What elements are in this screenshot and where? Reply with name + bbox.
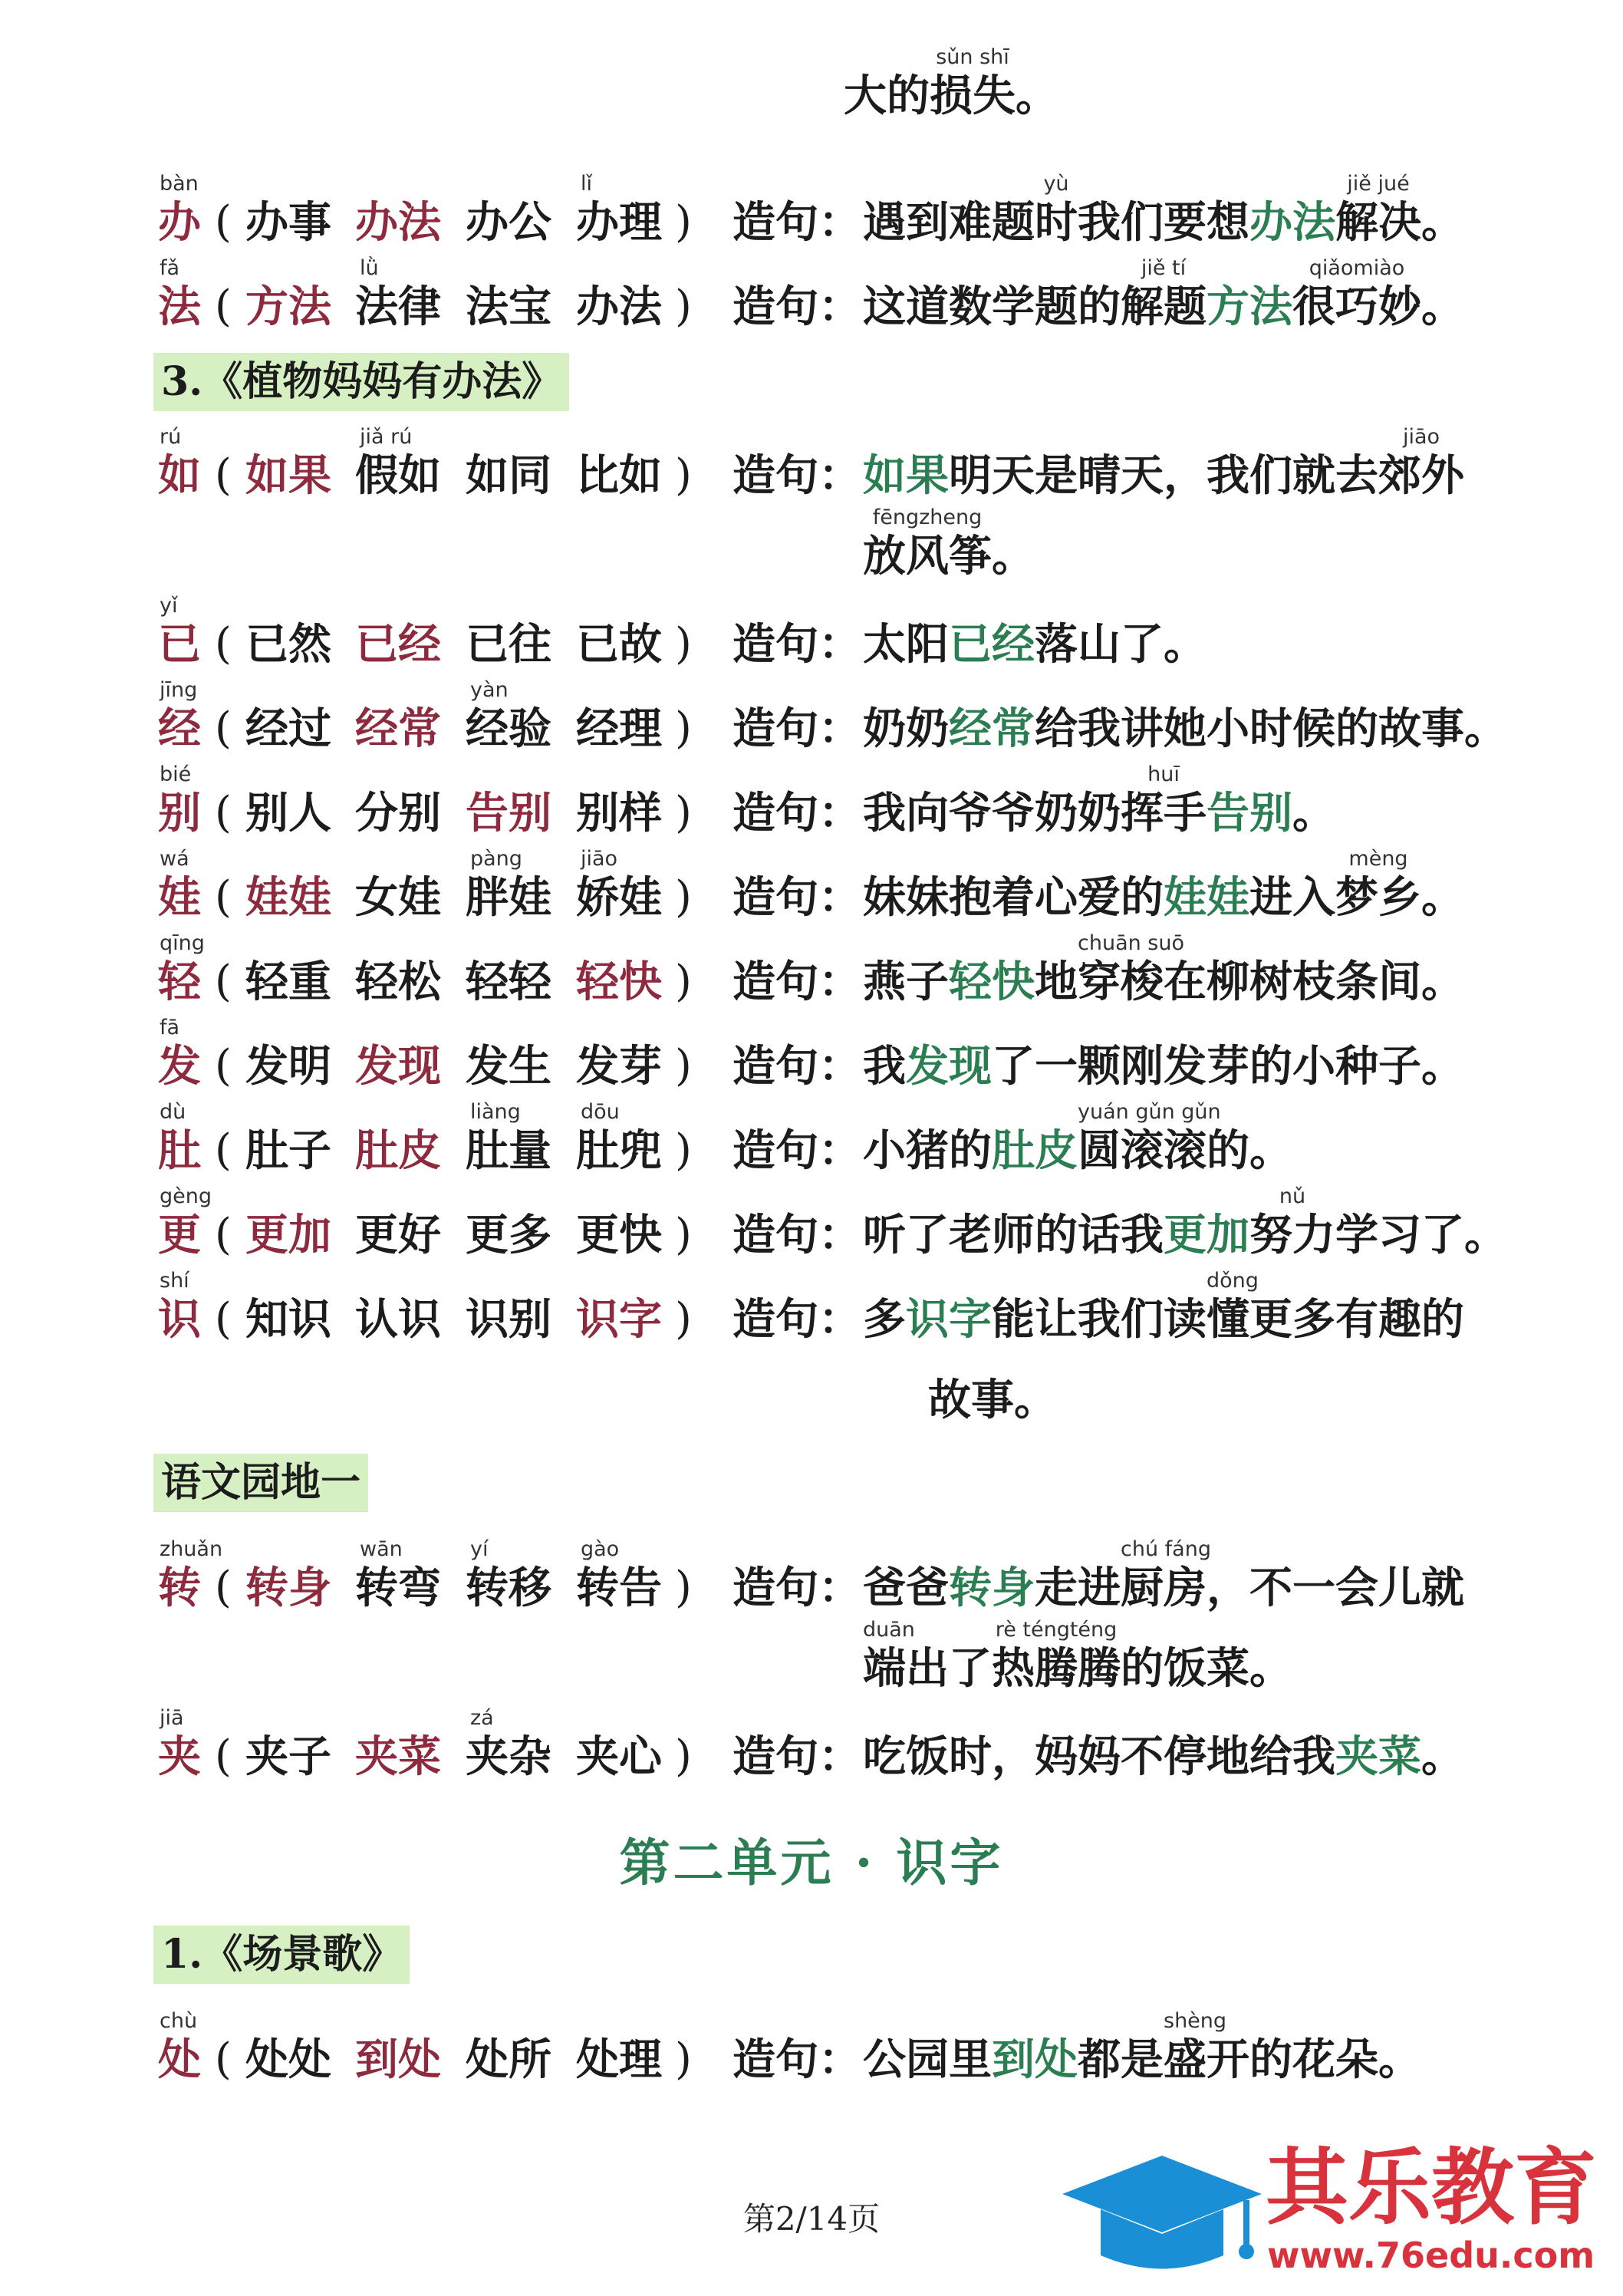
- example-sentence-line2: [928, 1350, 1057, 1439]
- word: 已故: [576, 619, 662, 670]
- sentence-label: 造句：: [732, 957, 861, 1007]
- close-paren: ): [675, 2034, 692, 2084]
- sentence-segment: 我向爷爷奶奶: [863, 788, 1121, 838]
- word: 轻快: [576, 957, 662, 1007]
- sentence-segment: 故事。: [928, 1375, 1057, 1425]
- head-character: 别: [158, 788, 201, 838]
- close-paren: ): [675, 788, 692, 838]
- sentence-segment: 落山了。: [1035, 619, 1207, 670]
- pinyin: jiě jué: [1347, 172, 1410, 196]
- lesson-title: 3.《植物妈妈有办法》: [153, 353, 569, 411]
- word: 轻重: [245, 957, 331, 1007]
- sentence-segment: 已经: [949, 619, 1035, 670]
- sentence-segment: huī 挥手: [1121, 763, 1207, 838]
- example-sentence-line2: [863, 1619, 1292, 1708]
- word: 更好: [355, 1210, 441, 1260]
- char-pinyin: jīng: [160, 678, 198, 702]
- sentence-segment: 听了老师的话我: [863, 1210, 1164, 1260]
- sentence-segment: 燕子: [863, 957, 949, 1007]
- sentence-segment: 给我讲她小时候的故事。: [1035, 703, 1507, 754]
- open-paren: (: [215, 957, 232, 1006]
- close-paren: ): [675, 957, 692, 1006]
- pinyin: qiǎomiào: [1309, 256, 1405, 280]
- word: 经常: [355, 703, 441, 754]
- sentence-segment: 能让我们读: [992, 1294, 1207, 1345]
- sentence-segment: 吃饭时，妈妈不停地给我: [863, 1731, 1335, 1782]
- sentence-segment: 更多有趣的: [1249, 1294, 1464, 1345]
- close-paren: ): [675, 1294, 692, 1344]
- pinyin: duān: [863, 1618, 915, 1642]
- close-paren: ): [675, 1041, 692, 1091]
- sentence-segment: 经常: [949, 703, 1035, 754]
- continuation-text: 大的 sǔn shī 损失。: [844, 45, 1058, 121]
- word: 夹菜: [355, 1731, 441, 1782]
- word: 识字: [576, 1294, 662, 1345]
- head-character: 转: [158, 1563, 201, 1613]
- unit-title: 第二单元 · 识字: [619, 1833, 1004, 1892]
- word: 发现: [355, 1041, 441, 1092]
- sentence-segment: 爸爸: [863, 1563, 949, 1613]
- char-pinyin: shí: [160, 1269, 189, 1293]
- sentence-label: 造句：: [732, 1563, 861, 1613]
- open-paren: (: [215, 1731, 232, 1781]
- word: 夹心: [576, 1731, 662, 1782]
- word: 转弯: [355, 1563, 441, 1613]
- word: 已然: [245, 619, 331, 670]
- char-pinyin: bàn: [160, 172, 199, 196]
- graduation-cap-icon: [1058, 2148, 1266, 2278]
- sentence-label: 造句：: [732, 619, 861, 670]
- sentence-segment: 出了: [906, 1643, 992, 1694]
- close-paren: ): [675, 1731, 692, 1781]
- word: 轻松: [355, 957, 441, 1007]
- example-sentence: [863, 679, 1507, 768]
- word: 告别: [466, 788, 551, 838]
- sentence-segment: jiě tí 解题: [1121, 256, 1207, 332]
- word: 认识: [355, 1294, 441, 1345]
- word: 办法: [355, 197, 441, 248]
- close-paren: ): [675, 282, 692, 331]
- sentence-segment: 轻快: [949, 957, 1035, 1007]
- char-pinyin: gèng: [160, 1184, 212, 1208]
- head-character: 经: [158, 703, 201, 754]
- close-paren: ): [675, 450, 692, 500]
- word: 经理: [576, 703, 662, 754]
- word-pinyin: zá: [470, 1706, 494, 1730]
- head-character: 法: [158, 282, 201, 332]
- word: 胖娃: [466, 872, 551, 923]
- head-character: 处: [158, 2034, 201, 2085]
- sentence-segment: 开的花朵。: [1207, 2034, 1421, 2085]
- open-paren: (: [215, 1041, 232, 1091]
- sentence-segment: 娃娃: [1164, 872, 1249, 923]
- sentence-segment: ，不一会儿就: [1207, 1563, 1464, 1613]
- sentence-segment: 的。: [1207, 1125, 1292, 1176]
- word-pinyin: lǐ: [581, 172, 593, 196]
- char-pinyin: zhuǎn: [160, 1537, 223, 1561]
- word-entry: [0, 1101, 1623, 1190]
- open-paren: (: [215, 788, 232, 838]
- head-character: 如: [158, 450, 201, 501]
- sentence-segment: 太阳: [863, 619, 949, 670]
- word-entry: [0, 1185, 1623, 1274]
- head-character: 肚: [158, 1125, 201, 1176]
- char-pinyin: chù: [160, 2009, 198, 2033]
- page-number: 第2/14页: [742, 2200, 881, 2238]
- head-character: 识: [158, 1294, 201, 1345]
- sentence-segment: 发现: [906, 1041, 992, 1092]
- word-pinyin: gào: [581, 1537, 620, 1561]
- sentence-segment: 小猪的: [863, 1125, 992, 1176]
- open-paren: (: [215, 619, 232, 669]
- sentence-segment: 学习了。: [1335, 1210, 1507, 1260]
- sentence-segment: yù 遇到难题时我们要想: [863, 172, 1249, 248]
- head-character: 夹: [158, 1731, 201, 1782]
- char-pinyin: qīng: [160, 931, 205, 955]
- word-pinyin: lǜ: [360, 256, 379, 280]
- word: 比如: [576, 450, 662, 501]
- word: 转移: [466, 1563, 551, 1613]
- example-sentence: [863, 932, 1464, 1021]
- example-sentence: [863, 763, 1335, 852]
- sentence-segment: 走进: [1035, 1563, 1121, 1613]
- word: 娃娃: [245, 872, 331, 923]
- sentence-label: 造句：: [732, 1294, 861, 1345]
- open-paren: (: [215, 450, 232, 500]
- logo-url: www.76edu.com: [1267, 2235, 1595, 2276]
- sentence-segment: shèng 盛: [1164, 2009, 1227, 2085]
- example-sentence: [863, 2010, 1421, 2099]
- word: 假如: [355, 450, 441, 501]
- word: 如果: [245, 450, 331, 501]
- word-entry: [0, 848, 1623, 937]
- open-paren: (: [215, 1563, 232, 1612]
- word-entry: [0, 595, 1623, 684]
- word-entry: [0, 1269, 1623, 1425]
- sentence-segment: 了一颗刚发芽的小种子。: [992, 1041, 1464, 1092]
- sentence-segment: 我: [863, 1041, 906, 1092]
- word: 到处: [355, 2034, 441, 2085]
- sentence-segment: 告别: [1207, 788, 1292, 838]
- sentence-segment: 。: [1421, 197, 1464, 248]
- sentence-label: 造句：: [732, 2034, 861, 2085]
- word-entry: [0, 679, 1623, 768]
- word-entry: [0, 1537, 1623, 1694]
- word: 方法: [245, 282, 331, 332]
- sentence-label: 造句：: [732, 703, 861, 754]
- sentence-continuation: [0, 46, 1623, 135]
- word: 转告: [576, 1563, 662, 1613]
- sentence-segment: jiāo 郊外: [1378, 425, 1464, 501]
- sentence-segment: fēngzheng 放风筝: [863, 506, 992, 581]
- word-entry: [0, 763, 1623, 852]
- sentence-segment: 进入: [1249, 872, 1335, 923]
- word-pinyin: wān: [360, 1537, 403, 1561]
- open-paren: (: [215, 703, 232, 753]
- pinyin: yuán gǔn gǔn: [1078, 1100, 1221, 1124]
- pinyin: mèng: [1348, 847, 1408, 871]
- word: 肚子: [245, 1125, 331, 1176]
- sentence-segment: 的饭菜。: [1121, 1643, 1292, 1694]
- word: 办法: [576, 282, 662, 332]
- example-sentence: [863, 1185, 1507, 1274]
- sentence-segment: 。: [992, 531, 1035, 581]
- word: 办事: [245, 197, 331, 248]
- example-sentence-line2: [863, 506, 1035, 595]
- open-paren: (: [215, 1294, 232, 1344]
- sentence-segment: 如果: [863, 450, 949, 501]
- word: 经验: [466, 703, 551, 754]
- sentence-segment: 更加: [1164, 1210, 1249, 1260]
- sentence-label: 造句：: [732, 872, 861, 923]
- word: 法律: [355, 282, 441, 332]
- sentence-segment: 地: [1035, 957, 1078, 1007]
- section-title: 语文园地一: [153, 1454, 368, 1512]
- sentence-segment: duān 端: [863, 1618, 915, 1694]
- word: 更快: [576, 1210, 662, 1260]
- head-character: 办: [158, 197, 201, 248]
- sentence-segment: 妹妹抱着心爱的: [863, 872, 1164, 923]
- word-pinyin: yí: [470, 1537, 489, 1561]
- sentence-segment: nǔ 努力: [1249, 1184, 1335, 1260]
- word: 更加: [245, 1210, 331, 1260]
- word: 经过: [245, 703, 331, 754]
- word: 肚量: [466, 1125, 551, 1176]
- sentence-label: 造句：: [732, 450, 861, 501]
- word: 转身: [245, 1563, 331, 1613]
- sentence-segment: rè téngténg 热腾腾: [992, 1618, 1121, 1694]
- sentence-segment: 方法: [1207, 282, 1292, 332]
- open-paren: (: [215, 872, 232, 922]
- head-character: 娃: [158, 872, 201, 923]
- sentence-segment: 奶奶: [863, 703, 949, 754]
- sentence-segment: qiǎomiào 很巧妙: [1292, 256, 1421, 332]
- sentence-segment: yuán gǔn gǔn 圆滚滚: [1078, 1100, 1221, 1176]
- word: 肚兜: [576, 1125, 662, 1176]
- example-sentence: [863, 848, 1464, 937]
- sentence-segment: 这道数学题的: [863, 282, 1121, 332]
- sentence-label: 造句：: [732, 788, 861, 838]
- word: 处理: [576, 2034, 662, 2085]
- word-entry: [0, 1707, 1623, 1796]
- word: 识别: [466, 1294, 551, 1345]
- word: 已往: [466, 619, 551, 670]
- sentence-segment: 都是: [1078, 2034, 1164, 2085]
- close-paren: ): [675, 619, 692, 669]
- lesson-title: 1.《场景歌》: [153, 1925, 410, 1984]
- sentence-label: 造句：: [732, 1125, 861, 1176]
- sentence-segment: 。: [1421, 282, 1464, 332]
- word-entry: [0, 173, 1623, 262]
- close-paren: ): [675, 197, 692, 247]
- head-character: 发: [158, 1041, 201, 1092]
- word: 处所: [466, 2034, 551, 2085]
- close-paren: ): [675, 1125, 692, 1175]
- head-character: 更: [158, 1210, 201, 1260]
- logo: [1058, 2140, 1611, 2286]
- char-pinyin: rú: [160, 425, 182, 449]
- example-sentence: [863, 1016, 1464, 1105]
- sentence-segment: 转身: [949, 1563, 1035, 1613]
- sentence-segment: 办法: [1249, 197, 1335, 248]
- sentence-label: 造句：: [732, 1041, 861, 1092]
- word-pinyin: yàn: [470, 678, 509, 702]
- pinyin: huī: [1147, 763, 1180, 786]
- pinyin: fēngzheng: [872, 506, 983, 529]
- word: 更多: [466, 1210, 551, 1260]
- sentence-segment: 夹菜: [1335, 1731, 1421, 1782]
- word-pinyin: jiāo: [581, 847, 618, 871]
- sentence-segment: mèng 梦乡: [1335, 847, 1421, 923]
- sentence-segment: jiě jué 解决: [1335, 172, 1421, 248]
- char-pinyin: fā: [160, 1016, 180, 1039]
- example-sentence: [863, 257, 1464, 346]
- word: 夹杂: [466, 1731, 551, 1782]
- pinyin: yù: [1043, 172, 1069, 196]
- word-entry: [0, 932, 1623, 1021]
- word: 肚皮: [355, 1125, 441, 1176]
- head-character: 轻: [158, 957, 201, 1007]
- sentence-label: 造句：: [732, 1731, 861, 1782]
- sentence-label: 造句：: [732, 1210, 861, 1260]
- head-character: 已: [158, 619, 201, 670]
- word: 已经: [355, 619, 441, 670]
- sentence-segment: 识字: [906, 1294, 992, 1345]
- word-entry: [0, 2010, 1623, 2099]
- word-pinyin: pàng: [470, 847, 522, 871]
- example-sentence: [863, 1707, 1464, 1796]
- pinyin: dǒng: [1207, 1269, 1259, 1293]
- close-paren: ): [675, 1563, 692, 1612]
- word-entry: [0, 425, 1623, 581]
- close-paren: ): [675, 872, 692, 922]
- word: 别样: [576, 788, 662, 838]
- word: 发明: [245, 1041, 331, 1092]
- word: 处处: [245, 2034, 331, 2085]
- pinyin: jiě tí: [1141, 256, 1187, 280]
- example-sentence: [863, 1270, 1464, 1359]
- pinyin: chuān suō: [1078, 931, 1185, 955]
- word: 轻轻: [466, 957, 551, 1007]
- word-entry: [0, 1016, 1623, 1105]
- sentence-segment: 到处: [992, 2034, 1078, 2085]
- word: 办公: [466, 197, 551, 248]
- char-pinyin: wá: [160, 847, 189, 871]
- sentence-segment: 。: [1421, 872, 1464, 923]
- sentence-segment: 公园里: [863, 2034, 992, 2085]
- word: 发生: [466, 1041, 551, 1092]
- word: 别人: [245, 788, 331, 838]
- close-paren: ): [675, 703, 692, 753]
- open-paren: (: [215, 197, 232, 247]
- word-pinyin: dōu: [581, 1100, 620, 1124]
- sentence-segment: 多: [863, 1294, 906, 1345]
- sentence-segment: 。: [1421, 1731, 1464, 1782]
- open-paren: (: [215, 1210, 232, 1260]
- word: 女娃: [355, 872, 441, 923]
- sentence-segment: 肚皮: [992, 1125, 1078, 1176]
- sentence-label: 造句：: [732, 282, 861, 332]
- word: 如同: [466, 450, 551, 501]
- char-pinyin: fǎ: [160, 256, 180, 280]
- sentence-segment: 明天是晴天，我们就去: [949, 450, 1378, 501]
- sentence-segment: 。: [1292, 788, 1335, 838]
- word: 娇娃: [576, 872, 662, 923]
- word: 发芽: [576, 1041, 662, 1092]
- word: 办理: [576, 197, 662, 248]
- word: 知识: [245, 1294, 331, 1345]
- open-paren: (: [215, 2034, 232, 2084]
- pinyin: nǔ: [1279, 1184, 1306, 1208]
- sentence-segment: 在柳树枝条间。: [1164, 957, 1464, 1007]
- char-pinyin: dù: [160, 1100, 186, 1124]
- example-sentence: [863, 595, 1207, 684]
- example-sentence: [863, 1538, 1464, 1627]
- char-pinyin: bié: [160, 763, 192, 786]
- word: 夹子: [245, 1731, 331, 1782]
- example-sentence: [863, 1101, 1292, 1190]
- word-entry: [0, 257, 1623, 346]
- open-paren: (: [215, 282, 232, 331]
- pinyin: rè téngténg: [995, 1618, 1118, 1642]
- pinyin: jiāo: [1402, 425, 1440, 449]
- word: 法宝: [466, 282, 551, 332]
- word: 分别: [355, 788, 441, 838]
- pinyin: shèng: [1164, 2009, 1227, 2033]
- example-sentence: [863, 173, 1464, 262]
- sentence-segment: chú fáng 厨房: [1121, 1537, 1211, 1613]
- open-paren: (: [215, 1125, 232, 1175]
- close-paren: ): [675, 1210, 692, 1260]
- char-pinyin: yǐ: [160, 594, 178, 618]
- example-sentence: [863, 426, 1464, 515]
- pinyin: chú fáng: [1121, 1537, 1211, 1561]
- sentence-segment: dǒng 懂: [1207, 1269, 1259, 1345]
- char-pinyin: jiā: [160, 1706, 184, 1730]
- logo-name: 其乐教育: [1266, 2140, 1598, 2236]
- sentence-label: 造句：: [732, 197, 861, 248]
- word-pinyin: jiǎ rú: [360, 425, 413, 449]
- word-pinyin: liàng: [470, 1100, 521, 1124]
- sentence-segment: chuān suō 穿梭: [1078, 931, 1185, 1007]
